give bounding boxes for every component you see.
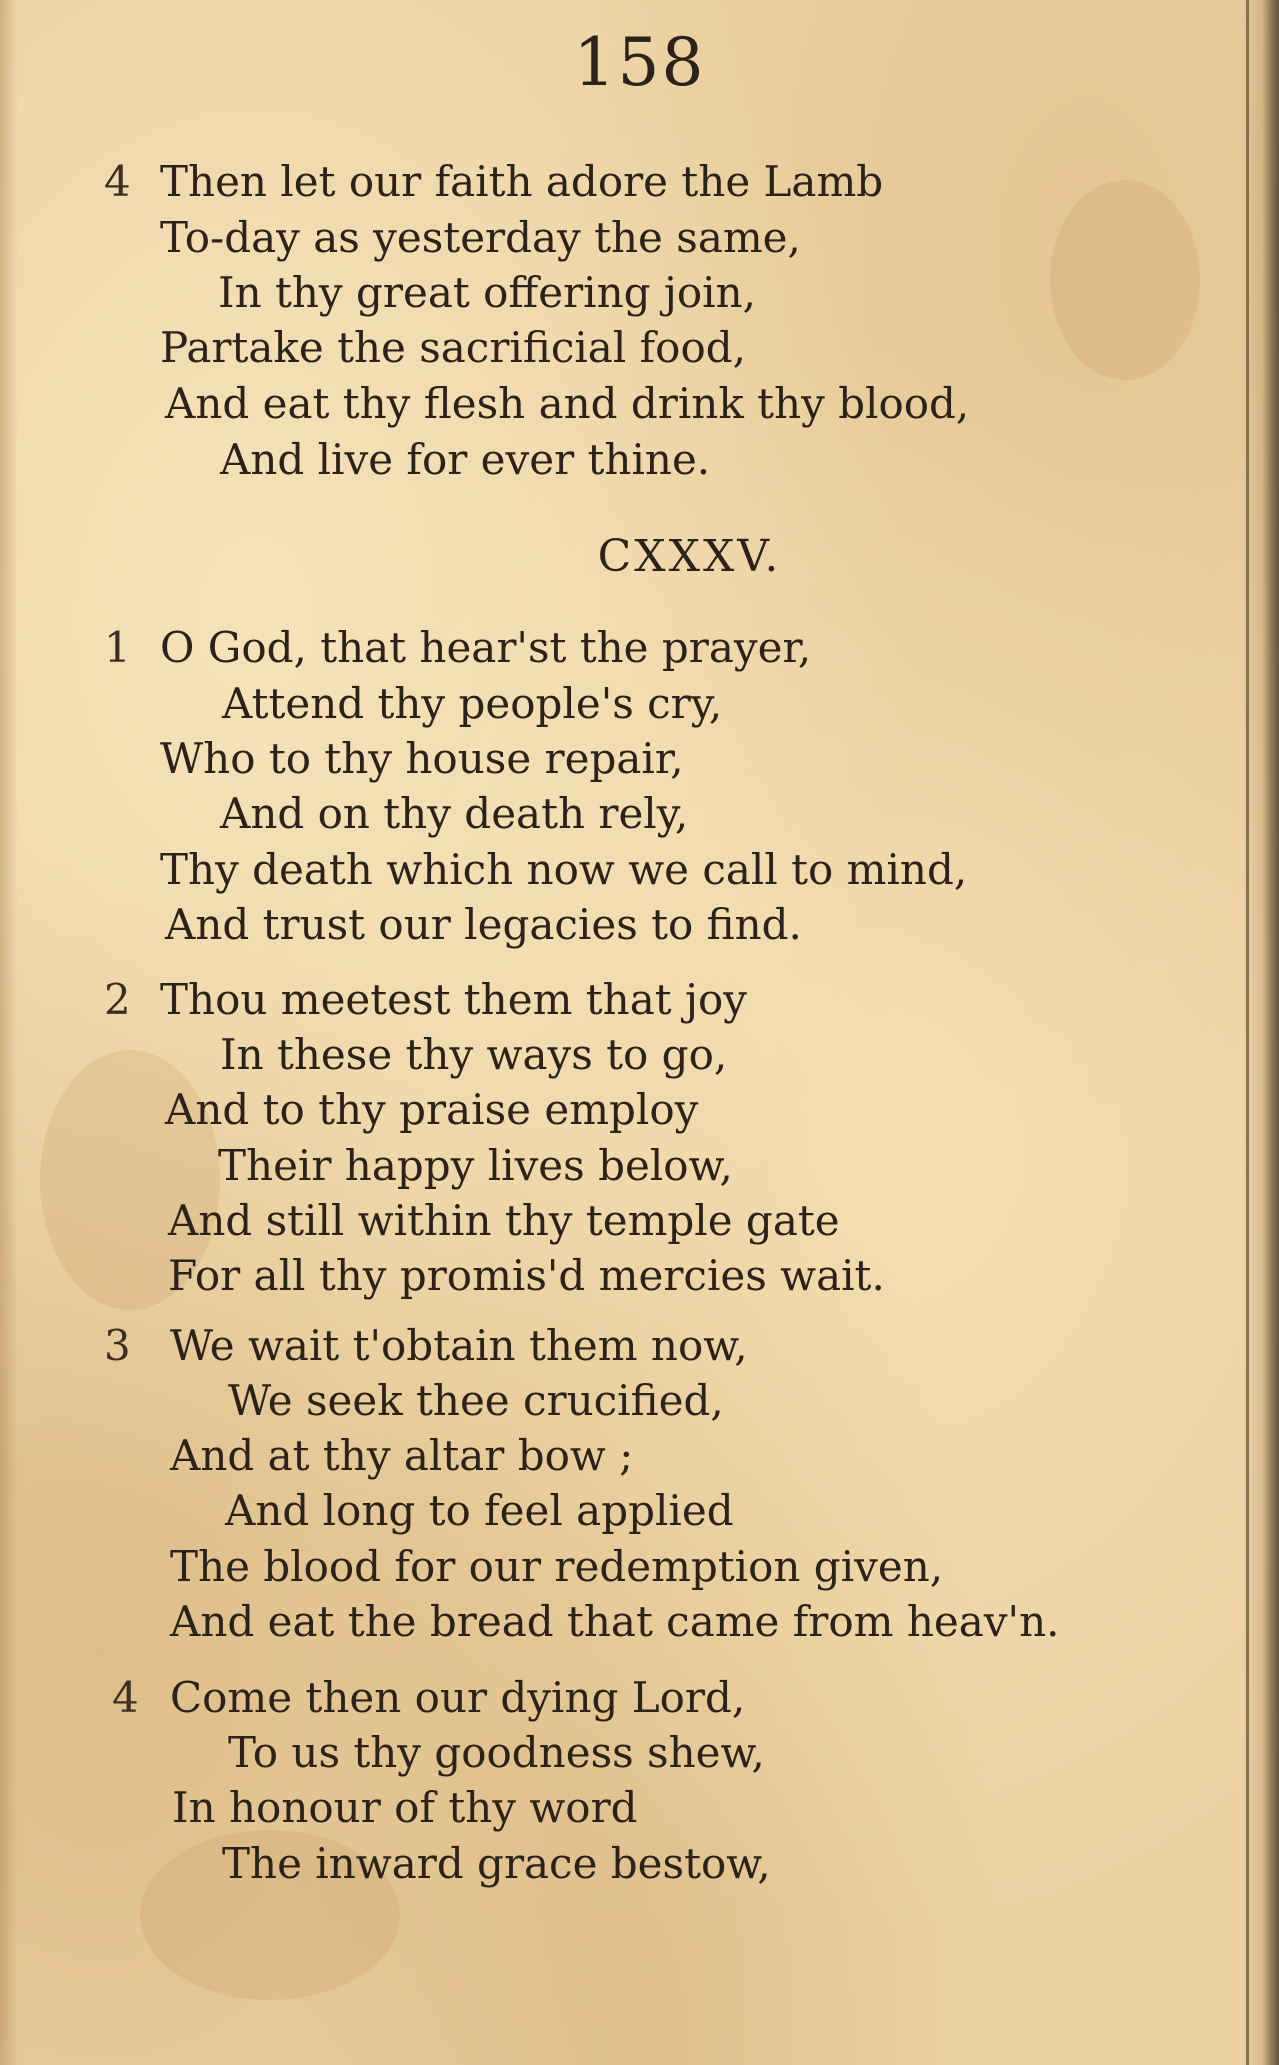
verse-number: 4 [112, 1673, 139, 1722]
hymn-title: CXXXV. [597, 531, 782, 582]
verse-line: And to thy praise employ [165, 1085, 699, 1134]
page-number: 158 [573, 24, 706, 101]
verse-number: 3 [104, 1321, 131, 1370]
verse-line: Thy death which now we call to mind, [160, 845, 968, 894]
verse-line: O God, that hear'st the prayer, [160, 623, 812, 672]
verse-line: To-day as yesterday the same, [160, 213, 801, 262]
verse-line: In thy great offering join, [218, 268, 757, 317]
verse-line: The inward grace bestow, [222, 1839, 771, 1888]
verse-number: 2 [104, 975, 131, 1024]
verse-line: Partake the sacrificial food, [160, 323, 746, 372]
page-left-shadow [0, 0, 18, 2065]
verse-line: For all thy promis'd mercies wait. [168, 1251, 885, 1300]
verse-number: 1 [104, 623, 131, 672]
verse-line: And on thy death rely, [220, 789, 689, 838]
verse-line: Come then our dying Lord, [170, 1673, 746, 1722]
verse-line: And still within thy temple gate [168, 1196, 840, 1245]
verse-line: Thou meetest them that joy [160, 975, 747, 1024]
verse-line: And at thy altar bow ; [170, 1431, 634, 1480]
verse-line: The blood for our redemption given, [170, 1542, 944, 1591]
page-edge-line [1246, 0, 1249, 2065]
verse-line: And trust our legacies to find. [165, 900, 802, 949]
verse-line: And live for ever thine. [220, 435, 711, 484]
verse-line: Who to thy house repair, [160, 734, 684, 783]
verse-line: We seek thee crucified, [228, 1376, 724, 1425]
verse-line: In honour of thy word [172, 1783, 638, 1832]
verse-line: In these thy ways to go, [220, 1030, 728, 1079]
verse-line: Attend thy people's cry, [222, 679, 723, 728]
verse-line: Their happy lives below, [218, 1141, 733, 1190]
verse-number: 4 [104, 157, 131, 206]
verse-line: And eat the bread that came from heav'n. [170, 1597, 1060, 1646]
verse-line: And eat thy flesh and drink thy blood, [165, 379, 970, 428]
verse-line: And long to feel applied [225, 1486, 734, 1535]
paper-stain [1050, 180, 1200, 380]
verse-line: Then let our faith adore the Lamb [160, 157, 884, 206]
verse-line: To us thy goodness shew, [228, 1728, 765, 1777]
verse-line: We wait t'obtain them now, [170, 1321, 748, 1370]
